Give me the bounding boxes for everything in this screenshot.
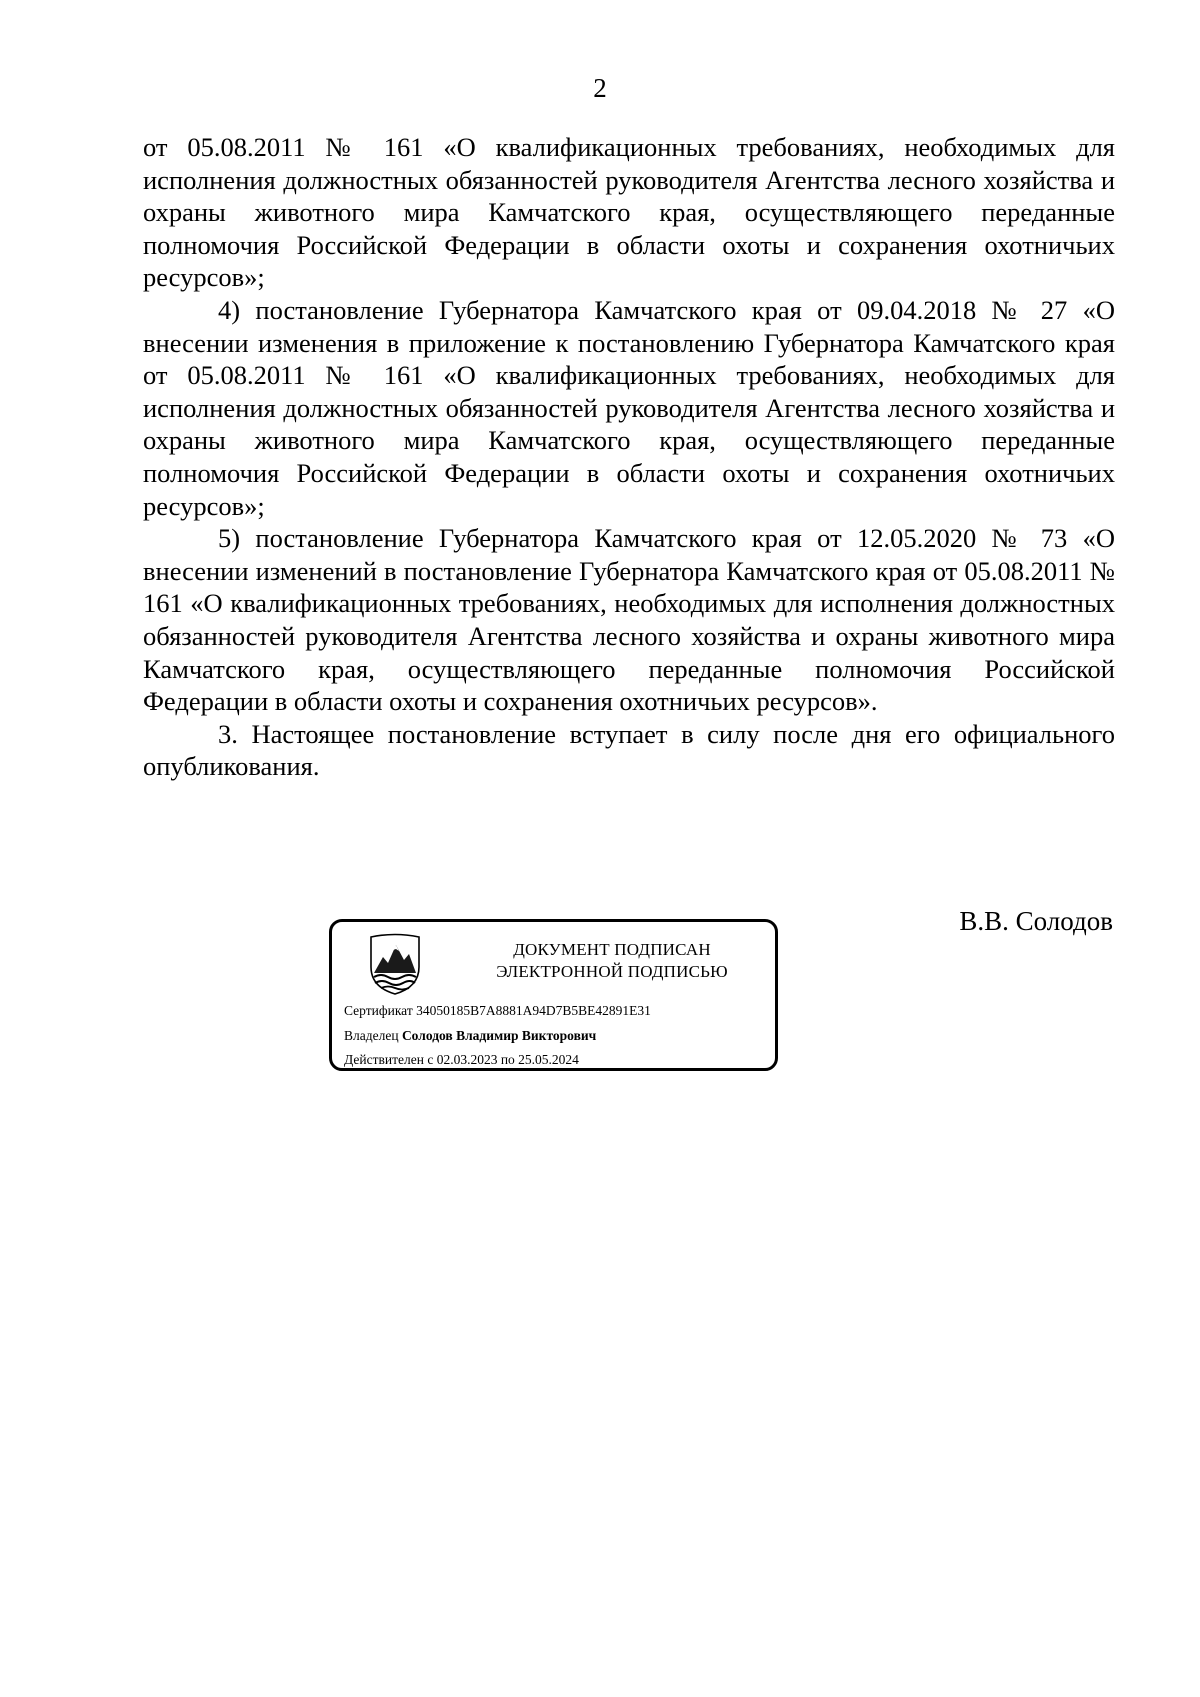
signer-name: В.В. Солодов [959, 906, 1113, 936]
valid-label: Действителен [344, 1052, 424, 1067]
owner-label: Владелец [344, 1028, 399, 1043]
stamp-title-line-1: ДОКУМЕНТ ПОДПИСАН [513, 940, 711, 959]
paragraph-item-5: 5) постановление Губернатора Камчатского края от 12.05.2020 № 73 «О внесении изменений в постановление Губернатора Камчатского края от 05.08.2011 № 161 «О квалификационных требованиях, необходимых для исполнения должностных обязанностей руководителя Агентства лесного хозяйства и охраны животного мира Камчатского края, осуществляющего переданные полномочия Российской Федерации в области охоты и сохранения охотничьих ресурсов». [143, 523, 1115, 717]
owner-value: Солодов Владимир Викторович [401, 1028, 597, 1043]
electronic-signature-stamp [329, 919, 778, 1071]
validity-line [344, 1051, 579, 1069]
paragraph-continuation: от 05.08.2011 № 161 «О квалификационных требованиях, необходимых для исполнения должностных обязанностей руководителя Агентства лесного хозяйства и охраны животного мира Камчатского края, осуществляющего переданные полномочия Российской Федерации в области охоты и сохранения охотничьих ресурсов»; [143, 132, 1115, 293]
valid-to: 25.05.2024 [518, 1052, 579, 1067]
paragraph-item-4: 4) постановление Губернатора Камчатского края от 09.04.2018 № 27 «О внесении изменения в приложение к постановлению Губернатора Камчатского края от 05.08.2011 № 161 «О квалификационных требованиях, необходимых для исполнения должностных обязанностей руководителя Агентства лесного хозяйства и охраны животного мира Камчатского края, осуществляющего переданные полномочия Российской Федерации в области охоты и сохранения охотничьих ресурсов»; [143, 294, 1115, 521]
valid-from: 02.03.2023 [436, 1052, 498, 1067]
certificate-line [344, 1002, 651, 1020]
document-body [143, 131, 1115, 783]
valid-to-label: по [500, 1052, 515, 1067]
valid-from-label: с [427, 1052, 434, 1067]
kamchatka-emblem-icon [369, 933, 421, 995]
certificate-value: 34050185B7A8881A94D7B5BE42891E31 [416, 1003, 651, 1018]
owner-line [344, 1027, 596, 1045]
paragraph-effective-date: 3. Настоящее постановление вступает в силу после дня его официального опубликования. [143, 718, 1115, 782]
certificate-label: Сертификат [344, 1003, 413, 1018]
page-number: 2 [593, 73, 607, 103]
stamp-title-line-2: ЭЛЕКТРОННОЙ ПОДПИСЬЮ [496, 962, 728, 981]
stamp-title [442, 939, 782, 983]
